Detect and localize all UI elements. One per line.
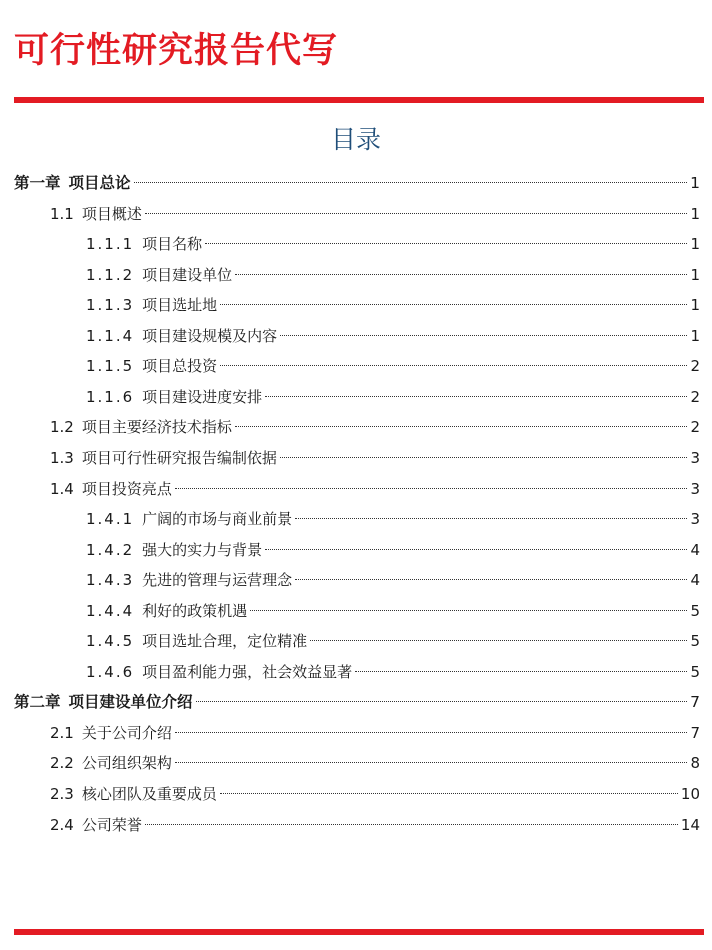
toc-entry-page: 3 xyxy=(690,448,700,467)
toc-entry[interactable] xyxy=(86,626,700,656)
toc-dot-leader xyxy=(280,457,688,458)
toc-dot-leader xyxy=(175,732,688,733)
toc-entry-page: 4 xyxy=(690,540,700,559)
toc-entry-number: 1.1.2 xyxy=(86,265,135,284)
toc-entry-page: 10 xyxy=(680,785,700,803)
toc-entry[interactable] xyxy=(50,412,700,442)
toc-entry[interactable] xyxy=(14,687,700,717)
toc-entry-title: 项目总投资 xyxy=(142,357,218,376)
toc-entry-page: 1 xyxy=(690,265,700,284)
toc-entry-title: 项目选址地 xyxy=(142,296,218,315)
header-divider xyxy=(14,97,704,103)
toc-entry-number: 1.4.2 xyxy=(86,540,135,559)
toc-entry-number: 1.4.1 xyxy=(86,510,135,529)
toc-entry-number: 1.4.5 xyxy=(86,632,135,651)
toc-entry-page: 2 xyxy=(690,357,700,376)
toc-entry-page: 3 xyxy=(690,510,700,529)
toc-entry-title: 项目建设进度安排 xyxy=(142,387,263,406)
toc-entry-number: 1.4.6 xyxy=(86,662,135,681)
toc-entry[interactable] xyxy=(86,657,700,687)
toc-heading: 目录 xyxy=(330,125,381,154)
toc-entry[interactable] xyxy=(50,443,700,473)
toc-entry-page: 4 xyxy=(690,571,700,590)
toc-entry-page: 8 xyxy=(690,754,700,773)
toc-entry-title: 项目主要经济技术指标 xyxy=(81,418,232,437)
toc-dot-leader xyxy=(355,671,687,672)
toc-dot-leader xyxy=(220,793,678,794)
toc-dot-leader xyxy=(295,579,687,580)
toc-dot-leader xyxy=(145,213,688,214)
toc-entry[interactable] xyxy=(86,290,700,320)
toc-entry-number: 1.1.6 xyxy=(86,387,135,406)
toc-dot-leader xyxy=(220,304,687,305)
toc-entry-number: 2.4 xyxy=(50,815,74,834)
toc-dot-leader xyxy=(235,274,687,275)
toc-entry-page: 1 xyxy=(690,326,700,345)
toc-dot-leader xyxy=(205,243,687,244)
toc-entry[interactable] xyxy=(86,535,700,565)
toc-entry-page: 7 xyxy=(690,723,700,742)
toc-entry-title: 项目建设单位 xyxy=(142,265,233,284)
toc-dot-leader xyxy=(175,762,688,763)
document-title: 可行性研究报告代写 xyxy=(14,31,339,71)
toc-entry-number: 1.4.4 xyxy=(86,601,135,620)
toc-entry-title: 项目建设规模及内容 xyxy=(142,326,278,345)
toc-entry[interactable] xyxy=(50,474,700,504)
toc-entry-page: 2 xyxy=(690,418,700,437)
toc-dot-leader xyxy=(145,824,678,825)
toc-entry-page: 5 xyxy=(690,662,700,681)
toc-dot-leader xyxy=(295,518,687,519)
toc-entry-title: 项目可行性研究报告编制依据 xyxy=(81,448,277,467)
toc-entry-page: 1 xyxy=(690,204,700,223)
toc-entry-page: 1 xyxy=(690,235,700,254)
toc-dot-leader xyxy=(265,549,687,550)
toc-entry[interactable] xyxy=(86,260,700,290)
toc-entry-number: 1.1.5 xyxy=(86,357,135,376)
toc-entry-title: 项目建设单位介绍 xyxy=(68,693,193,712)
toc-entry[interactable] xyxy=(50,199,700,229)
toc-entry[interactable] xyxy=(86,229,700,259)
toc-entry-title: 先进的管理与运营理念 xyxy=(142,571,293,590)
toc-entry-page: 14 xyxy=(680,815,700,834)
toc-dot-leader xyxy=(220,365,687,366)
toc-entry[interactable] xyxy=(86,504,700,534)
toc-entry-number: 1.4 xyxy=(50,479,74,498)
toc-entry-title: 广阔的市场与商业前景 xyxy=(142,510,293,529)
toc-entry[interactable] xyxy=(86,351,700,381)
toc-entry-page: 3 xyxy=(690,479,700,498)
toc-dot-leader xyxy=(280,335,687,336)
toc-entry-number: 1.1.3 xyxy=(86,296,135,315)
toc-entry-number: 第一章 xyxy=(14,174,61,192)
toc-entry-page: 1 xyxy=(690,296,700,315)
toc-entry-title: 强大的实力与背景 xyxy=(142,540,263,559)
footer-divider xyxy=(14,929,704,935)
toc-dot-leader xyxy=(134,182,688,183)
toc-entry-title: 项目名称 xyxy=(142,235,203,254)
toc-entry-number: 1.2 xyxy=(50,418,74,437)
toc-entry-title: 项目选址合理，定位精准 xyxy=(142,632,308,651)
toc-entry-title: 利好的政策机遇 xyxy=(142,601,248,620)
toc-entry[interactable] xyxy=(50,718,700,748)
toc-entry-page: 5 xyxy=(690,601,700,620)
toc-entry-title: 项目概述 xyxy=(81,204,142,223)
toc-entry-number: 1.1 xyxy=(50,204,74,223)
toc-entry[interactable] xyxy=(86,565,700,595)
toc-entry-page: 5 xyxy=(690,632,700,651)
toc-entry-number: 2.1 xyxy=(50,723,74,742)
toc-dot-leader xyxy=(250,610,687,611)
toc-entry[interactable] xyxy=(14,168,700,198)
toc-entry-title: 项目投资亮点 xyxy=(81,479,172,498)
toc-dot-leader xyxy=(235,426,688,427)
toc-entry-title: 公司组织架构 xyxy=(81,754,172,773)
toc-entry-title: 核心团队及重要成员 xyxy=(81,785,217,803)
toc-entry[interactable] xyxy=(86,596,700,626)
toc-entry[interactable] xyxy=(50,779,700,809)
toc-entry[interactable] xyxy=(86,321,700,351)
toc-entry-title: 项目盈利能力强，社会效益显著 xyxy=(142,662,353,681)
toc-dot-leader xyxy=(310,640,687,641)
toc-entry-number: 1.3 xyxy=(50,448,74,467)
toc-entry-title: 关于公司介绍 xyxy=(81,723,172,742)
toc-dot-leader xyxy=(265,396,687,397)
toc-entry-number: 1.1.4 xyxy=(86,326,135,345)
toc-entry-page: 2 xyxy=(690,387,700,406)
toc-entry[interactable] xyxy=(50,748,700,778)
toc-dot-leader xyxy=(196,701,688,702)
toc-entry-number: 2.2 xyxy=(50,754,74,773)
toc-entry-number: 2.3 xyxy=(50,785,74,803)
toc-entry-page: 1 xyxy=(690,174,700,192)
toc-entry-page: 7 xyxy=(690,693,700,712)
toc-entry[interactable] xyxy=(86,382,700,412)
toc-entry-number: 1.4.3 xyxy=(86,571,135,590)
toc-entry-number: 1.1.1 xyxy=(86,235,135,254)
toc-entry[interactable] xyxy=(50,810,700,840)
toc-entry-title: 项目总论 xyxy=(68,174,131,192)
toc-entry-number: 第二章 xyxy=(14,693,61,712)
toc-entry-title: 公司荣誉 xyxy=(81,815,142,834)
toc-dot-leader xyxy=(175,488,688,489)
